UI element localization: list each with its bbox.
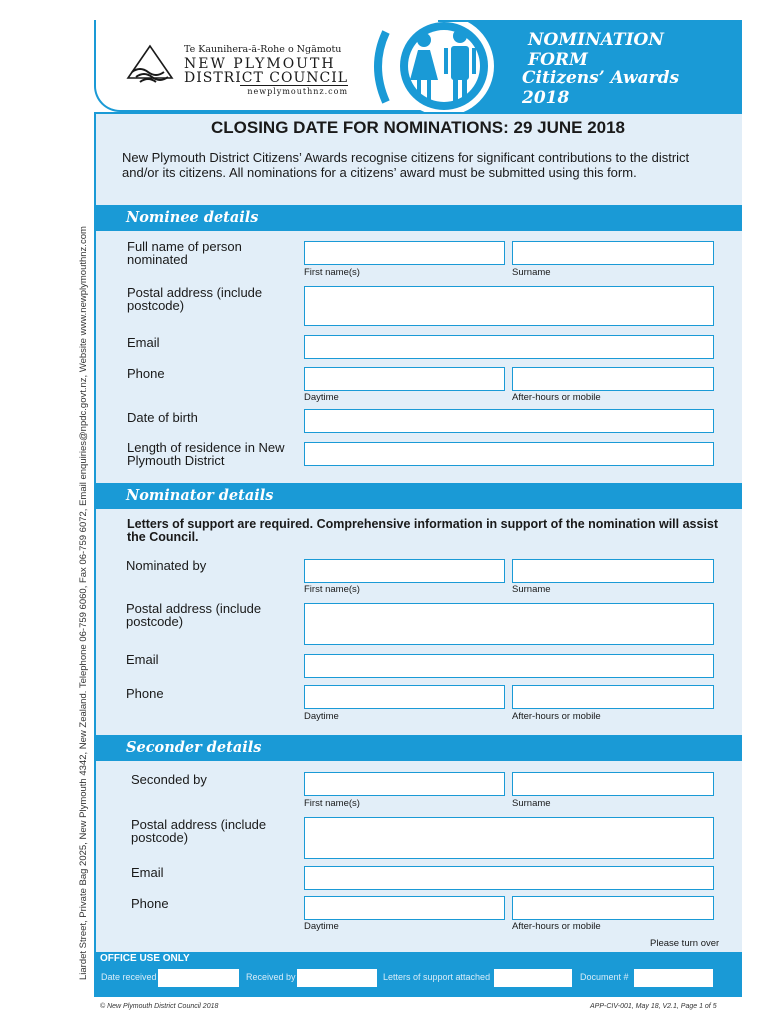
logo-line2: DISTRICT COUNCIL <box>184 70 349 86</box>
nominee-fullname-label: Full name of person nominated <box>127 239 242 267</box>
logo-web: newplymouthnz.com <box>240 85 348 96</box>
nominee-email-label: Email <box>127 335 160 350</box>
seconder-heading: Seconder details <box>96 735 742 761</box>
nominee-phone-mobile-input[interactable] <box>512 367 714 391</box>
nominator-phone-mobile-input[interactable] <box>512 685 714 709</box>
nominee-postal-input[interactable] <box>304 286 714 326</box>
nominee-dob-label: Date of birth <box>127 410 198 425</box>
document-number-input[interactable] <box>633 968 714 988</box>
nominator-email-label: Email <box>126 652 159 667</box>
nominee-heading: Nominee details <box>96 205 742 231</box>
council-logo-icon <box>122 44 178 90</box>
seconder-email-input[interactable] <box>304 866 714 890</box>
footer-reference: APP-CIV-001, May 18, V2.1, Page 1 of 5 <box>590 1003 717 1010</box>
nominator-first-name-caption: First name(s) <box>304 584 360 595</box>
seconder-phone-label: Phone <box>131 896 169 911</box>
nominee-residence-label: Length of residence in New Plymouth District <box>127 440 285 468</box>
citizens-figures-icon <box>368 22 498 112</box>
intro-text: New Plymouth District Citizens’ Awards recognise citizens for significant contributions to the district and/or its citizens. All nominations for a citizens’ award must be submitted using this form. <box>122 150 690 180</box>
nominator-afterhours-caption: After-hours or mobile <box>512 711 601 722</box>
nominee-surname-input[interactable] <box>512 241 714 265</box>
nominee-email-input[interactable] <box>304 335 714 359</box>
seconder-postal-label: Postal address (include postcode) <box>131 817 267 845</box>
turn-over-note: Please turn over <box>650 938 720 949</box>
footer-copyright: © New Plymouth District Council 2018 <box>100 1003 219 1010</box>
closing-date: CLOSING DATE FOR NOMINATIONS: 29 JUNE 2018 <box>210 118 626 137</box>
date-received-label: Date received <box>101 972 157 982</box>
received-by-input[interactable] <box>296 968 378 988</box>
nominator-heading: Nominator details <box>96 483 742 509</box>
nominee-phone-label: Phone <box>127 366 165 381</box>
nominee-residence-input[interactable] <box>304 442 714 466</box>
nominator-surname-caption: Surname <box>512 584 551 595</box>
nominee-postal-label: Postal address (include postcode) <box>127 285 263 313</box>
office-use-title: OFFICE USE ONLY <box>100 953 190 964</box>
logo-maori: Te Kaunihera-ā-Rohe o Ngāmotu <box>184 44 342 55</box>
date-received-input[interactable] <box>157 968 240 988</box>
seconder-email-label: Email <box>131 865 164 880</box>
nominator-phone-day-input[interactable] <box>304 685 505 709</box>
nominee-surname-caption: Surname <box>512 267 551 278</box>
seconder-phone-mobile-input[interactable] <box>512 896 714 920</box>
letters-attached-label: Letters of support attached <box>383 972 491 982</box>
letters-attached-input[interactable] <box>493 968 573 988</box>
awards-title: Citizens’ Awards 2018 <box>522 68 680 108</box>
document-number-label: Document # <box>580 972 629 982</box>
nominee-daytime-caption: Daytime <box>304 392 339 403</box>
nominator-postal-input[interactable] <box>304 603 714 645</box>
address-sidebar: Liardet Street, Private Bag 2025, New Plymouth 4342, New Zealand. Telephone 06-759 6060, Fax 06-759 6072, Email enquiries@npdc.govt.nz, Website www.newplymouthnz.com <box>78 226 89 980</box>
seconder-daytime-caption: Daytime <box>304 921 339 932</box>
nominee-dob-input[interactable] <box>304 409 714 433</box>
nominee-phone-day-input[interactable] <box>304 367 505 391</box>
seconder-surname-input[interactable] <box>512 772 714 796</box>
nominator-support-note: Letters of support are required. Comprehensive information in support of the nomination will assist the Council. <box>127 517 719 544</box>
seconder-first-name-input[interactable] <box>304 772 505 796</box>
form-title: NOMINATION FORM <box>528 30 664 70</box>
seconder-first-name-caption: First name(s) <box>304 798 360 809</box>
nominee-first-name-input[interactable] <box>304 241 505 265</box>
nominee-first-name-caption: First name(s) <box>304 267 360 278</box>
logo-line1: NEW PLYMOUTH <box>184 56 336 72</box>
seconded-by-label: Seconded by <box>131 772 207 787</box>
seconder-phone-day-input[interactable] <box>304 896 505 920</box>
seconder-postal-input[interactable] <box>304 817 714 859</box>
nominator-postal-label: Postal address (include postcode) <box>126 601 262 629</box>
seconder-surname-caption: Surname <box>512 798 551 809</box>
nominator-surname-input[interactable] <box>512 559 714 583</box>
nominator-first-name-input[interactable] <box>304 559 505 583</box>
received-by-label: Received by <box>246 972 296 982</box>
nominator-daytime-caption: Daytime <box>304 711 339 722</box>
nominee-afterhours-caption: After-hours or mobile <box>512 392 601 403</box>
nominated-by-label: Nominated by <box>126 558 207 573</box>
nominator-phone-label: Phone <box>126 686 164 701</box>
nominator-email-input[interactable] <box>304 654 714 678</box>
seconder-afterhours-caption: After-hours or mobile <box>512 921 601 932</box>
council-logo-text <box>184 44 348 96</box>
